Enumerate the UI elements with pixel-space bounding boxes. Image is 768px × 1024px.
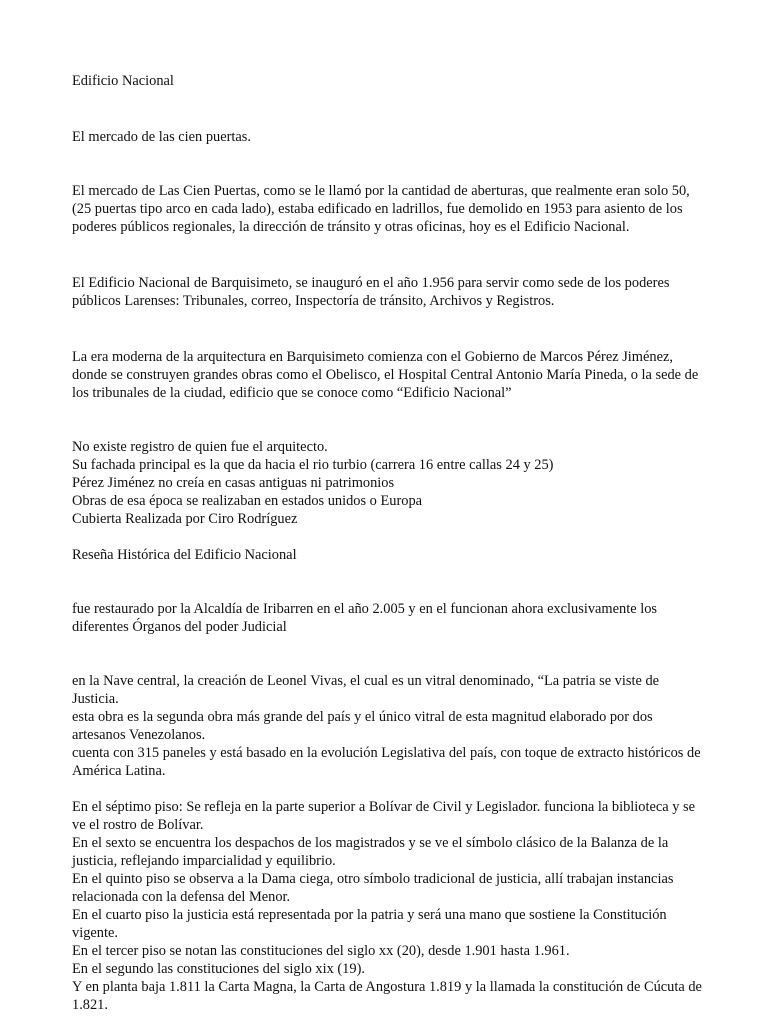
paragraph-mercado: El mercado de Las Cien Puertas, como se le llamó por la cantidad de aberturas, que realmente eran solo 50, (25 puertas tipo arco en cada lado), estaba edificado en ladrillos, fue demolido en 1953 para asiento de los poderes públicos regionales, la dirección de tránsito y otras oficinas, hoy es el Edificio Nacional.	[72, 183, 690, 235]
section-title: Reseña Histórica del Edificio Nacional	[72, 547, 297, 563]
paragraph-era-moderna: La era moderna de la arquitectura en Barquisimeto comienza con el Gobierno de Marcos Pérez Jiménez, donde se construyen grandes obras como el Obelisco, el Hospital Central Antonio María Pineda, o la sede de los tribunales de la ciudad, edificio que se conoce como “Edificio Nacional”	[72, 349, 699, 401]
piso-line: En el tercer piso se notan las constituciones del siglo xx (20), desde 1.901 hasta 1.961.	[72, 943, 570, 959]
fact-line: Pérez Jiménez no creía en casas antiguas ni patrimonios	[72, 475, 395, 491]
fact-line: Obras de esa época se realizaban en estados unidos o Europa	[72, 493, 423, 509]
fact-line: Su fachada principal es la que da hacia el rio turbio (carrera 16 entre callas 24 y 25)	[72, 457, 554, 473]
piso-line: En el segundo las constituciones del siglo xix (19).	[72, 961, 365, 977]
document-page	[72, 72, 704, 1014]
piso-line: En el sexto se encuentra los despachos de los magistrados y se ve el símbolo clásico de la Balanza de la justicia, reflejando imparcialidad y equilibrio.	[72, 835, 669, 869]
nave-line: cuenta con 315 paneles y está basado en la evolución Legislativa del país, con toque de extracto históricos de América Latina.	[72, 745, 701, 779]
nave-line: en la Nave central, la creación de Leonel Vivas, el cual es un vitral denominado, “La patria se viste de Justicia.	[72, 673, 660, 707]
piso-line: En el quinto piso se observa a la Dama ciega, otro símbolo tradicional de justicia, allí trabajan instancias relacionada con la defensa del Menor.	[72, 871, 674, 905]
piso-line: Y en planta baja 1.811 la Carta Magna, la Carta de Angostura 1.819 y la llamada la constitución de Cúcuta de 1.821.	[72, 979, 702, 1013]
fact-line: Cubierta Realizada por Ciro Rodríguez	[72, 511, 298, 527]
fact-line: No existe registro de quien fue el arquitecto.	[72, 439, 328, 455]
paragraph-inauguracion: El Edificio Nacional de Barquisimeto, se inauguró en el año 1.956 para servir como sede de los poderes públicos Larenses: Tribunales, correo, Inspectoría de tránsito, Archivos y Registros.	[72, 275, 670, 309]
piso-line: En el cuarto piso la justicia está representada por la patria y será una mano que sostiene la Constitución vigente.	[72, 907, 667, 941]
nave-line: esta obra es la segunda obra más grande del país y el único vitral de esta magnitud elaborado por dos artesanos Venezolanos.	[72, 709, 653, 743]
document-title: Edificio Nacional	[72, 73, 174, 89]
piso-line: En el séptimo piso: Se refleja en la parte superior a Bolívar de Civil y Legislador. funciona la biblioteca y se ve el rostro de Bolívar.	[72, 799, 696, 833]
document-subtitle: El mercado de las cien puertas.	[72, 129, 252, 145]
paragraph-restauracion: fue restaurado por la Alcaldía de Iribarren en el año 2.005 y en el funcionan ahora exclusivamente los diferentes Órganos del poder Judicial	[72, 601, 657, 635]
